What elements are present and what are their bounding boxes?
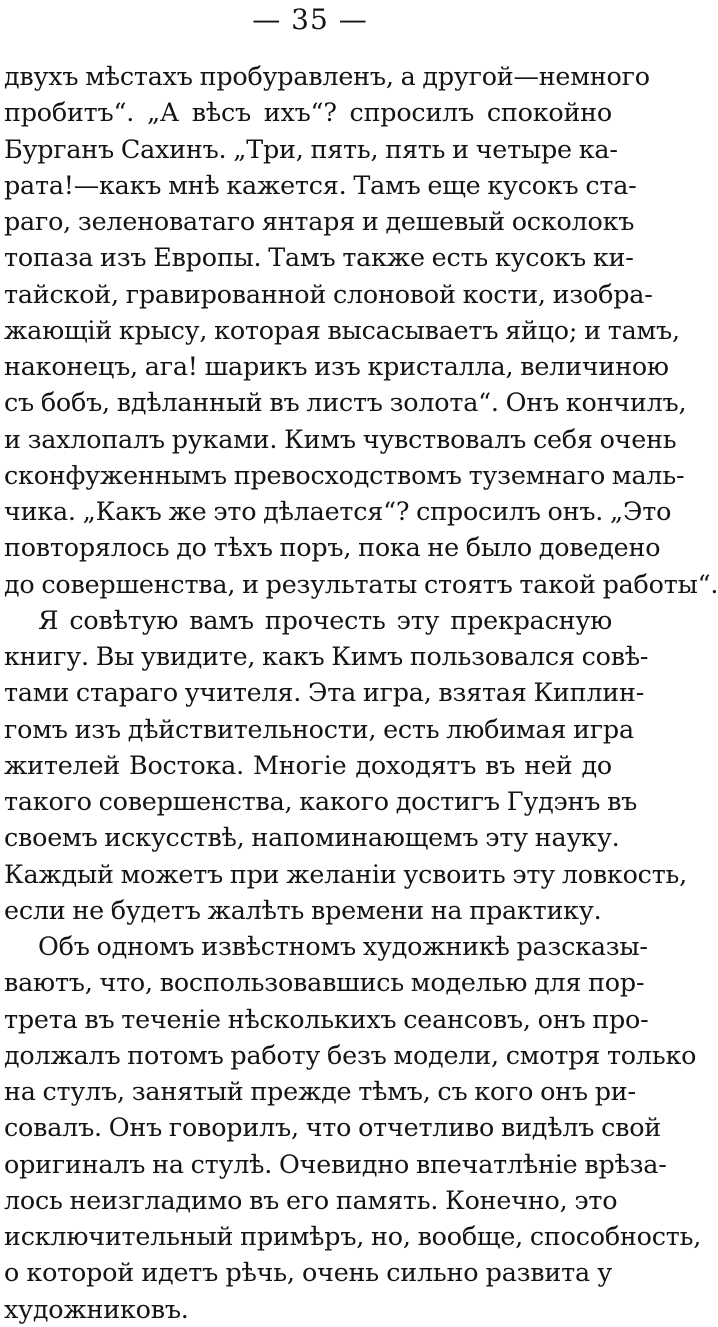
text-line: такого совершенства, какого достигъ Гудэнъ въ — [4, 786, 638, 816]
text-line: сконфуженнымъ превосходствомъ туземнаго маль- — [4, 459, 685, 490]
text-line: о которой идетъ рѣчь, очень сильно развита у — [4, 1257, 612, 1288]
text-line: жающiй крысу, которая высасываетъ яйцо; и тамъ, — [4, 314, 680, 345]
text-line: Каждый можетъ при желанiи усвоить эту ловкость, — [4, 858, 688, 889]
page-number: — 35 — — [252, 3, 368, 36]
text-line: трета въ теченiе нѣсколькихъ сеансовъ, онъ про- — [4, 1003, 649, 1034]
text-line: исключительный примѣръ, но, вообще, способность, — [4, 1221, 702, 1251]
paragraph — [4, 58, 718, 602]
text-block — [4, 58, 718, 1327]
text-line: ваютъ, что, воспользовавшись моделью для пор- — [4, 967, 645, 998]
text-line: повторялось до тѣхъ поръ, пока не было доведено — [4, 532, 661, 563]
text-line: на стулъ, занятый прежде тѣмъ, съ кого онъ ри- — [4, 1076, 636, 1106]
text-line: раго, зеленоватаго янтаря и дешевый осколокъ — [4, 206, 635, 236]
text-line: чика. „Какъ же это дѣлается“? спросилъ онъ. „Это — [4, 496, 672, 526]
paragraph — [4, 928, 702, 1327]
text-line: до совершенства, и результаты стоятъ такой работы“. — [4, 568, 718, 599]
text-line: жителей Востока. Многiе доходятъ въ ней до — [4, 749, 612, 780]
text-line: топаза изъ Европы. Тамъ также есть кусокъ ки- — [4, 242, 634, 273]
text-line: своемъ искусствѣ, напоминающемъ эту науку. — [4, 822, 620, 853]
text-line: совалъ. Онъ говорилъ, что отчетливо видѣлъ свой — [4, 1112, 662, 1143]
text-line: должалъ потомъ работу безъ модели, смотря только — [4, 1039, 697, 1070]
text-line: гомъ изъ дѣйствительности, есть любимая игра — [4, 713, 634, 744]
text-line: если не будетъ жалѣть времени на практику. — [4, 894, 602, 925]
text-line: и захлопалъ руками. Кимъ чувствовалъ себя очень — [4, 423, 677, 454]
text-line: рата!—какъ мнѣ кажется. Тамъ еще кусокъ ста- — [4, 169, 637, 200]
text-line: Объ одномъ извѣстномъ художникѣ разсказы- — [38, 931, 648, 961]
text-line: Бурганъ Сахинъ. „Три, пять, пять и четыре ка- — [4, 133, 618, 164]
text-line: лось неизгладимо въ его память. Конечно, это — [4, 1184, 618, 1215]
text-line: двухъ мѣстахъ пробуравленъ, а другой—немного — [4, 61, 650, 91]
text-line: Я совѣтую вамъ прочесть эту прекрасную — [38, 604, 612, 635]
text-line: оригиналъ на стулѣ. Очевидно впечатлѣнiе врѣза- — [4, 1148, 667, 1179]
text-line: тайской, гравированной слоновой кости, изобра- — [4, 278, 653, 309]
text-line: художниковъ. — [4, 1293, 189, 1324]
paragraph — [4, 602, 688, 928]
text-line: съ бобъ, вдѣланный въ листъ золота“. Онъ кончилъ, — [4, 387, 687, 418]
text-line: тами стараго учителя. Эта игра, взятая Киплин- — [4, 677, 645, 708]
text-line: наконецъ, ага! шарикъ изъ кристалла, величиною — [4, 351, 669, 381]
text-line: пробитъ“. „А вѣсъ ихъ“? спросилъ спокойно — [4, 97, 612, 128]
text-line: книгу. Вы увидите, какъ Кимъ пользовался совѣ- — [4, 641, 649, 671]
